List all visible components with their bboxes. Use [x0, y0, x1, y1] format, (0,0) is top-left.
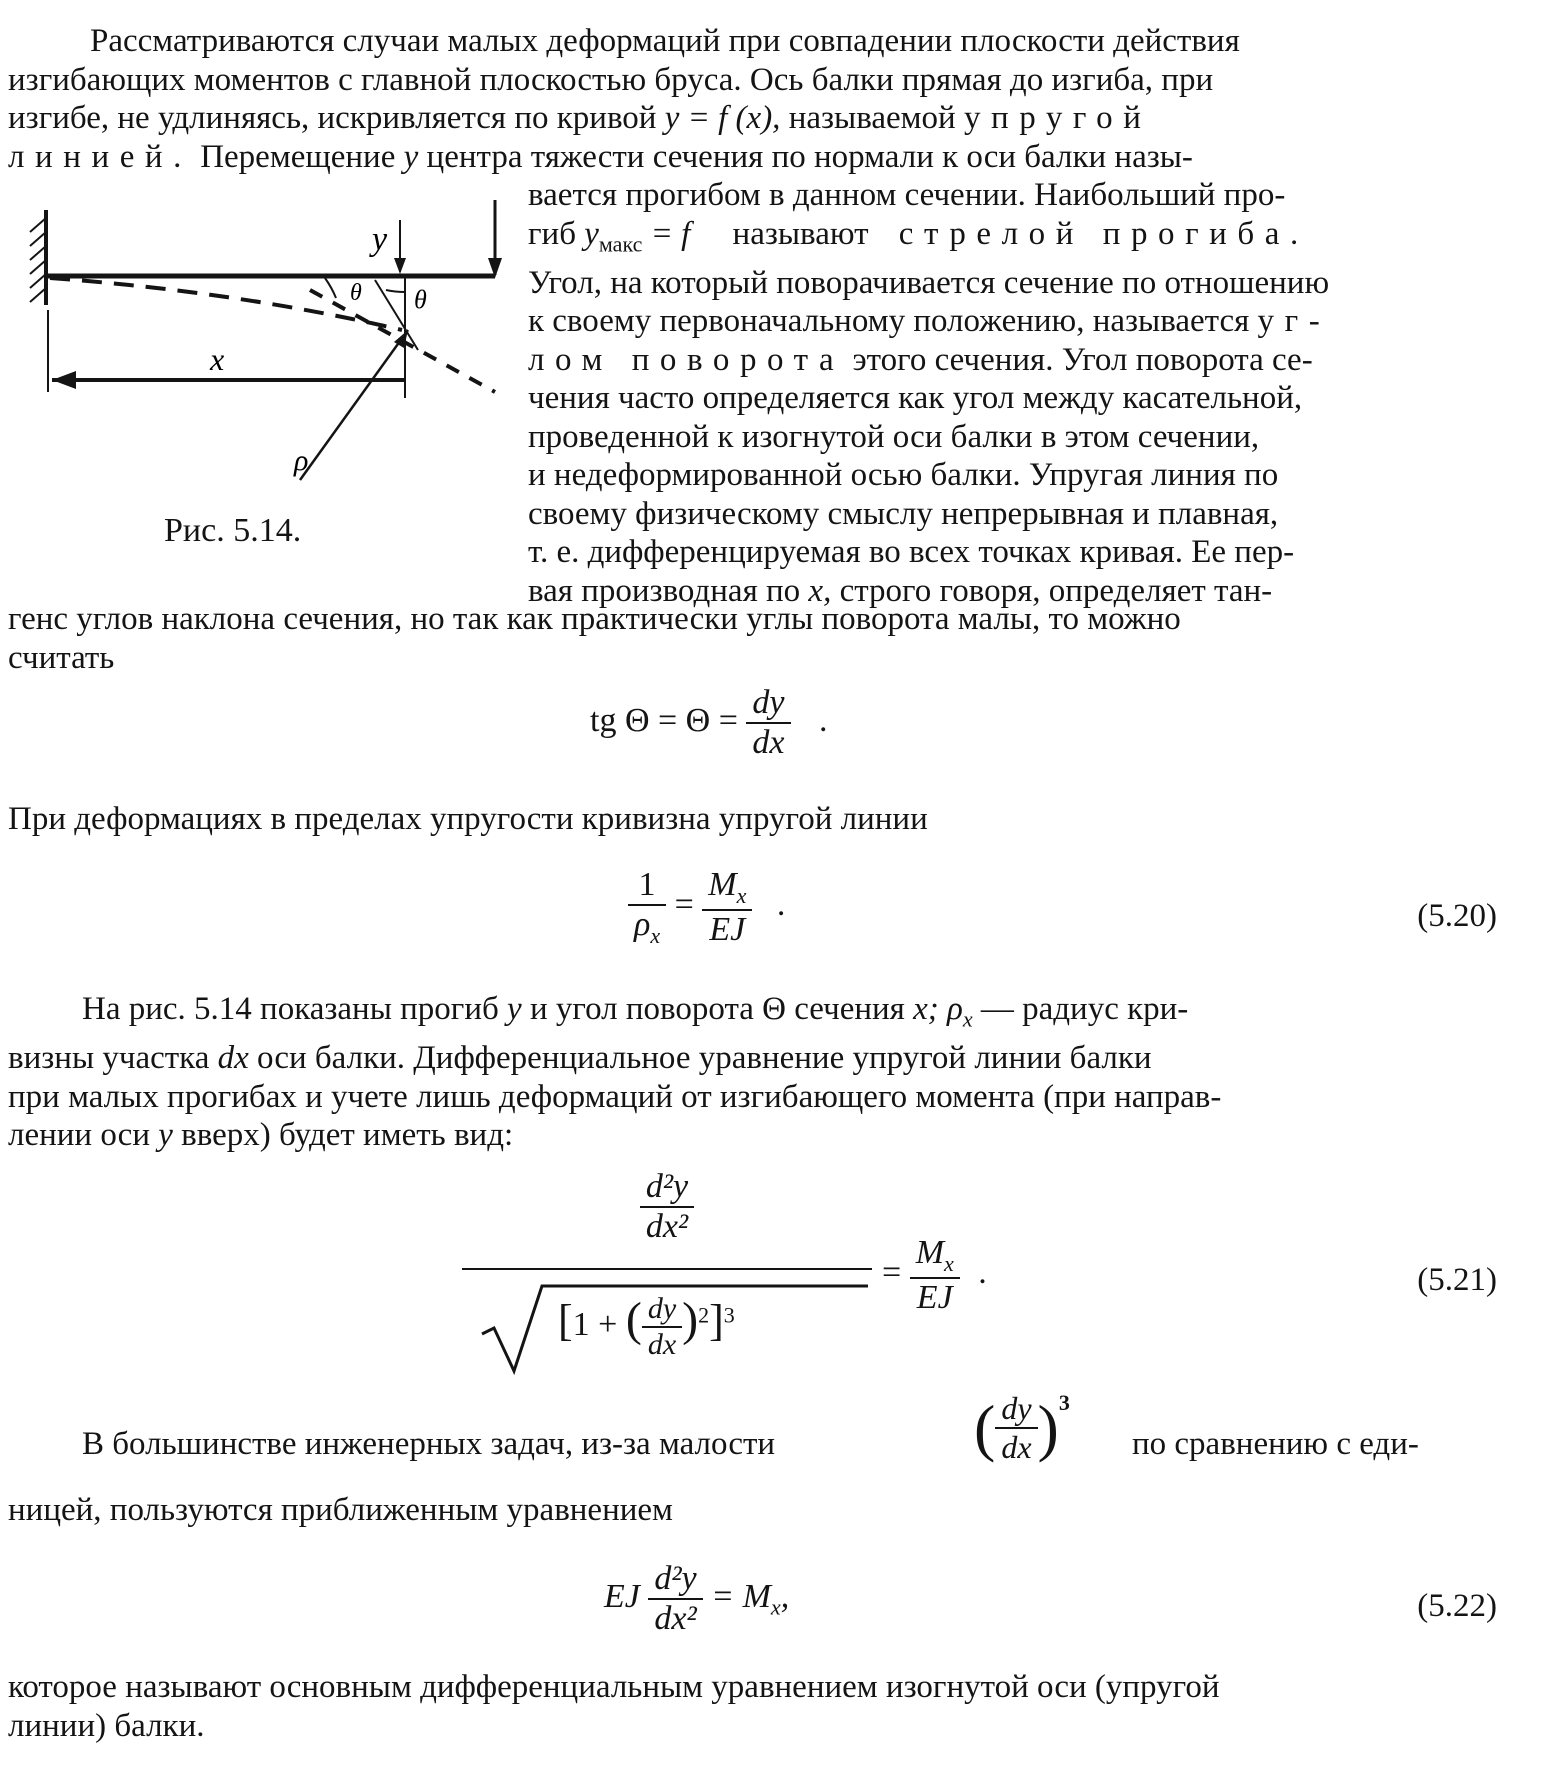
eq-numerator: $M_x$: [702, 866, 752, 911]
text-fragment: изгибе, не удлиняясь, искривляется по кривой: [8, 100, 665, 136]
text-line: Рассматриваются случаи малых деформаций при совпадении плоскости действия: [90, 23, 1240, 59]
label-y: y: [372, 221, 388, 258]
text-line: т. е. дифференцируемая во всех точках кривая. Ее пер-: [528, 534, 1295, 571]
var-x: x,: [808, 572, 832, 609]
label-theta-left: θ: [350, 280, 362, 306]
sentence-curvature: [8, 800, 1513, 839]
label-x: x: [210, 341, 225, 377]
radius-line: [300, 330, 408, 480]
eq-denominator: EJ: [709, 910, 746, 948]
eq-denominator: dx²: [645, 1208, 689, 1245]
eq-end: .: [776, 886, 786, 924]
paragraph-closing: [8, 1668, 1513, 1745]
text-line: ницей, пользуются приближенным уравнением: [8, 1492, 673, 1528]
text-fragment: называют: [732, 215, 877, 252]
text-line: [8, 99, 1513, 138]
eq-rhs: = M: [711, 1577, 771, 1615]
theta-arc-left: [325, 278, 336, 298]
text-line: На рис. 5.14 показаны прогиб y и угол поворота Θ сечения x; $\rho_x$ — радиус кри-: [82, 991, 1189, 1032]
term-elastic: упругой: [963, 100, 1152, 136]
equation-5-22: EJ $\frac{\text{d²y}}{\text{dx²}}$ = $M_x$,: [604, 1560, 790, 1637]
text-line: При деформациях в пределах упругости кривизна упругой линии: [8, 801, 928, 837]
text-fragment: В большинстве инженерных задач, из-за малости: [82, 1426, 776, 1462]
radicand: [1 + ( $\frac{dy}{dx}$ )$^2$]$^3$: [558, 1292, 735, 1362]
x-arrowhead: [52, 371, 76, 389]
eq-top-fraction: [640, 1168, 694, 1246]
eq-fraction-right: $\frac{M_x}{EJ}$: [910, 1234, 960, 1317]
var-y: y: [584, 215, 599, 252]
text-line: вается прогибом в данном сечении. Наибольший про-: [528, 177, 1286, 213]
paragraph-intro-tail: [8, 600, 1513, 677]
text-line: [528, 215, 1513, 264]
paragraph-intro-wrap: [528, 176, 1513, 610]
text-line: своему физическому смыслу непрерывная и плавная,: [528, 495, 1279, 532]
subscript: макс: [598, 231, 643, 257]
eq-numerator: 1: [628, 866, 666, 906]
text-fragment: гиб: [528, 215, 585, 252]
equation-number: (5.21): [1417, 1262, 1497, 1298]
text-line: Угол, на который поворачивается сечение по отношению: [528, 264, 1330, 301]
eq-inner-fraction: $\frac{dy}{dx}$: [642, 1292, 682, 1362]
rotated-section: [375, 280, 418, 350]
equation-5-21: [462, 1168, 1102, 1378]
text-fragment: Перемещение: [191, 138, 404, 175]
eq-equals: =: [674, 886, 703, 924]
eq-numerator: d²y: [640, 1168, 694, 1208]
text-line: при малых прогибах и учете лишь деформаций от изгибающего момента (при направ-: [8, 1078, 1222, 1115]
main-fraction-bar: [462, 1268, 872, 1270]
term-rotation: лом поворота: [528, 341, 845, 378]
formula-inline: = f: [642, 215, 699, 252]
paragraph-intro: [8, 22, 1513, 176]
text-line: чения часто определяется как угол между касательной,: [528, 380, 1303, 417]
text-fragment: этого сечения. Угол поворота се-: [844, 341, 1313, 378]
text-line: считать: [8, 639, 115, 676]
text-line: [8, 138, 1513, 177]
eq-end: .: [819, 701, 828, 739]
label-rho: ρ: [294, 444, 309, 477]
eq-numerator: dy: [746, 684, 790, 724]
text-fragment: вая производная по: [528, 572, 809, 609]
term-deflection: стрелой прогиба.: [898, 215, 1309, 252]
equation-5-20: [628, 866, 785, 949]
text-line: изгибающих моментов с главной плоскостью бруса. Ось балки прямая до изгиба, при: [8, 61, 1214, 98]
equation-tangent: [590, 684, 828, 762]
label-theta-right: θ: [414, 285, 427, 314]
eq-end: .: [978, 1254, 987, 1292]
eq-lhs: tg Θ = Θ =: [590, 701, 747, 739]
equation-number: (5.20): [1417, 898, 1497, 934]
inline-power-fraction: ( $\frac{dy}{dx}$ )$^3$: [974, 1390, 1070, 1465]
text-line: [528, 341, 1513, 380]
formula-inline: y = f (x),: [664, 100, 781, 136]
eq-lhs: EJ: [604, 1577, 649, 1615]
text-fragment: к своему первоначальному положению, называется: [528, 303, 1258, 340]
eq-denominator: $\rho_x$: [634, 906, 661, 948]
var-y: y: [403, 138, 419, 175]
text-line: которое называют основным дифференциальным уравнением изогнутой оси (упругой: [8, 1669, 1220, 1705]
figure-caption: Рис. 5.14.: [164, 512, 302, 549]
eq-fraction: [746, 684, 790, 762]
text-fragment: по сравнению с еди-: [1132, 1426, 1419, 1462]
deflection-arrowhead: [394, 258, 406, 274]
text-line: [528, 302, 1513, 341]
text-line: проведенной к изогнутой оси балки в этом сечении,: [528, 418, 1260, 455]
text-line: и недеформированной осью балки. Упругая линия по: [528, 457, 1279, 494]
text-line: линии) балки.: [8, 1707, 205, 1744]
text-fragment: центра тяжести сечения по нормали к оси балки назы-: [418, 138, 1193, 175]
theta-arc-right: [386, 290, 405, 292]
eq-fraction: $\frac{\text{d²y}}{\text{dx²}}$: [648, 1560, 702, 1638]
eq-equals: =: [882, 1254, 910, 1292]
wall-hatch: [30, 218, 46, 302]
eq-fraction-left: [628, 866, 666, 949]
equation-number: (5.22): [1417, 1588, 1497, 1624]
eq-fraction-right: [702, 866, 752, 949]
text-line: лении оси y вверх) будет иметь вид:: [8, 1117, 514, 1154]
term-line: линией.: [8, 138, 192, 175]
text-line: визны участка dx оси балки. Дифференциальное уравнение упругой линии балки: [8, 1040, 1152, 1077]
text-fragment: строго говоря, определяет тан-: [831, 572, 1273, 609]
figure-beam-deflection: [10, 180, 510, 510]
paragraph-differential: [8, 990, 1513, 1155]
eq-denominator: dx: [752, 724, 785, 761]
text-line: генс углов наклона сечения, но так как практически углы поворота малы, то можно: [8, 601, 1181, 637]
text-fragment: называемой: [780, 100, 964, 136]
term-angle: уг-: [1257, 303, 1331, 340]
